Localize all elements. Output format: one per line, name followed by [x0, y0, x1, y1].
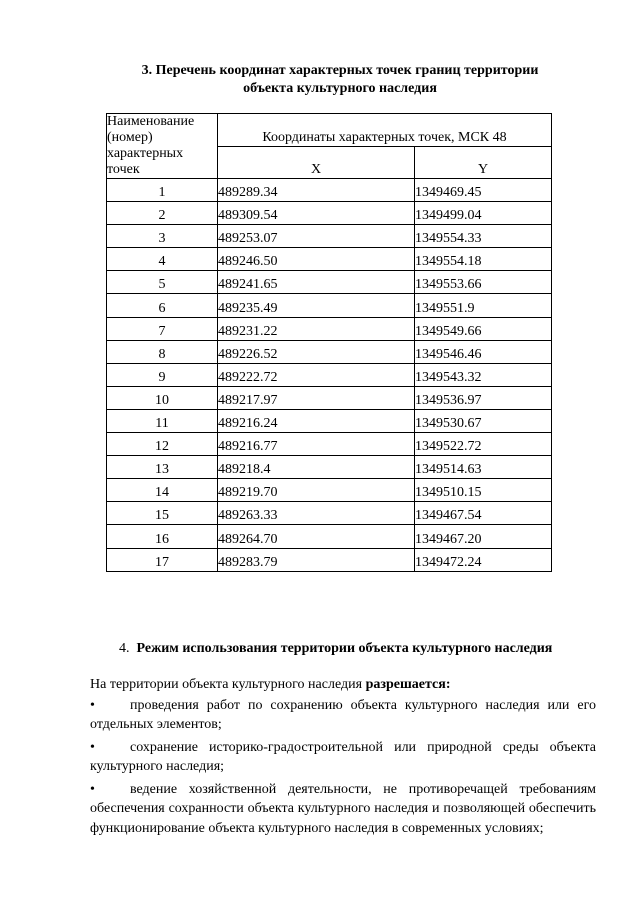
point-number-cell: 13 — [107, 456, 218, 479]
x-coordinate-cell: 489222.72 — [218, 363, 415, 386]
coordinates-table — [106, 113, 552, 572]
x-coordinate-cell: 489216.77 — [218, 433, 415, 456]
table-row — [107, 317, 552, 340]
table-row — [107, 248, 552, 271]
x-coordinate-cell: 489283.79 — [218, 548, 415, 571]
y-coordinate-cell: 1349469.45 — [415, 179, 552, 202]
section-4-body — [90, 675, 596, 841]
point-number-cell: 2 — [107, 202, 218, 225]
y-coordinate-cell: 1349551.9 — [415, 294, 552, 317]
y-coordinate-cell: 1349553.66 — [415, 271, 552, 294]
x-coordinate-cell: 489217.97 — [218, 386, 415, 409]
y-coordinate-cell: 1349510.15 — [415, 479, 552, 502]
x-coordinate-cell: 489264.70 — [218, 525, 415, 548]
x-coordinate-cell: 489218.4 — [218, 456, 415, 479]
point-number-cell: 10 — [107, 386, 218, 409]
y-column-header: Y — [415, 146, 552, 179]
table-row — [107, 386, 552, 409]
table-row — [107, 433, 552, 456]
bullet-text: ведение хозяйственной деятельности, не противоречащей требованиям обеспечения сохранности объекта культурного наследия и позволяющей обеспечить функционирование объекта культурного наследия в современных условиях; — [90, 781, 596, 836]
section-3-title — [95, 62, 585, 98]
y-coordinate-cell: 1349467.20 — [415, 525, 552, 548]
point-number-cell: 7 — [107, 317, 218, 340]
table-row — [107, 548, 552, 571]
x-coordinate-cell: 489253.07 — [218, 225, 415, 248]
table-row — [107, 502, 552, 525]
point-name-header-line: характерных — [107, 146, 184, 161]
bullet-item — [90, 780, 596, 839]
point-name-header-line: точек — [107, 162, 140, 177]
table-row — [107, 202, 552, 225]
bullet-item — [90, 696, 596, 735]
bullet-mark: • — [90, 697, 95, 713]
point-number-cell: 3 — [107, 225, 218, 248]
point-name-header-line: (номер) — [107, 130, 153, 145]
point-number-cell: 1 — [107, 179, 218, 202]
y-coordinate-cell: 1349472.24 — [415, 548, 552, 571]
x-coordinate-cell: 489289.34 — [218, 179, 415, 202]
y-coordinate-cell: 1349522.72 — [415, 433, 552, 456]
y-coordinate-cell: 1349543.32 — [415, 363, 552, 386]
y-coordinate-cell: 1349536.97 — [415, 386, 552, 409]
table-row — [107, 225, 552, 248]
point-number-cell: 14 — [107, 479, 218, 502]
y-coordinate-cell: 1349554.33 — [415, 225, 552, 248]
point-number-cell: 17 — [107, 548, 218, 571]
point-name-header — [107, 114, 218, 179]
y-coordinate-cell: 1349530.67 — [415, 409, 552, 432]
point-number-cell: 15 — [107, 502, 218, 525]
y-coordinate-cell: 1349546.46 — [415, 340, 552, 363]
point-number-cell: 6 — [107, 294, 218, 317]
section-4-heading: Режим использования территории объекта культурного наследия — [136, 641, 553, 656]
table-row — [107, 409, 552, 432]
point-number-cell: 9 — [107, 363, 218, 386]
bullet-text: сохранение историко-градостроительной или природной среды объекта культурного наследия; — [90, 739, 596, 774]
bullet-mark: • — [90, 781, 95, 797]
coordinates-table-body — [107, 179, 552, 572]
bullet-mark: • — [90, 739, 95, 755]
intro-paragraph — [90, 675, 596, 695]
point-number-cell: 5 — [107, 271, 218, 294]
table-row — [107, 456, 552, 479]
point-number-cell: 8 — [107, 340, 218, 363]
bullet-item — [90, 738, 596, 777]
coordinates-header: Координаты характерных точек, МСК 48 — [218, 114, 552, 147]
section-4-title — [119, 640, 552, 658]
bullet-text: проведения работ по сохранению объекта культурного наследия или его отдельных элементов; — [90, 697, 596, 732]
intro-text: На территории объекта культурного наследия — [90, 677, 366, 692]
section-3-title-line-1: 3. Перечень координат характерных точек границ территории — [141, 63, 539, 78]
table-row — [107, 271, 552, 294]
table-row — [107, 179, 552, 202]
point-number-cell: 16 — [107, 525, 218, 548]
y-coordinate-cell: 1349514.63 — [415, 456, 552, 479]
y-coordinate-cell: 1349549.66 — [415, 317, 552, 340]
section-3-title-line-2: объекта культурного наследия — [243, 81, 437, 96]
x-coordinate-cell: 489231.22 — [218, 317, 415, 340]
intro-bold-text: разрешается: — [365, 677, 451, 692]
y-coordinate-cell: 1349467.54 — [415, 502, 552, 525]
x-coordinate-cell: 489263.33 — [218, 502, 415, 525]
section-4-number: 4. — [119, 641, 130, 656]
table-row — [107, 363, 552, 386]
x-coordinate-cell: 489226.52 — [218, 340, 415, 363]
x-coordinate-cell: 489246.50 — [218, 248, 415, 271]
x-coordinate-cell: 489309.54 — [218, 202, 415, 225]
table-row — [107, 294, 552, 317]
x-coordinate-cell: 489219.70 — [218, 479, 415, 502]
point-number-cell: 12 — [107, 433, 218, 456]
table-row — [107, 340, 552, 363]
y-coordinate-cell: 1349499.04 — [415, 202, 552, 225]
table-row — [107, 525, 552, 548]
x-coordinate-cell: 489235.49 — [218, 294, 415, 317]
x-coordinate-cell: 489241.65 — [218, 271, 415, 294]
point-number-cell: 11 — [107, 409, 218, 432]
y-coordinate-cell: 1349554.18 — [415, 248, 552, 271]
point-number-cell: 4 — [107, 248, 218, 271]
x-column-header: X — [218, 146, 415, 179]
x-coordinate-cell: 489216.24 — [218, 409, 415, 432]
point-name-header-line: Наименование — [107, 114, 195, 129]
table-row — [107, 479, 552, 502]
